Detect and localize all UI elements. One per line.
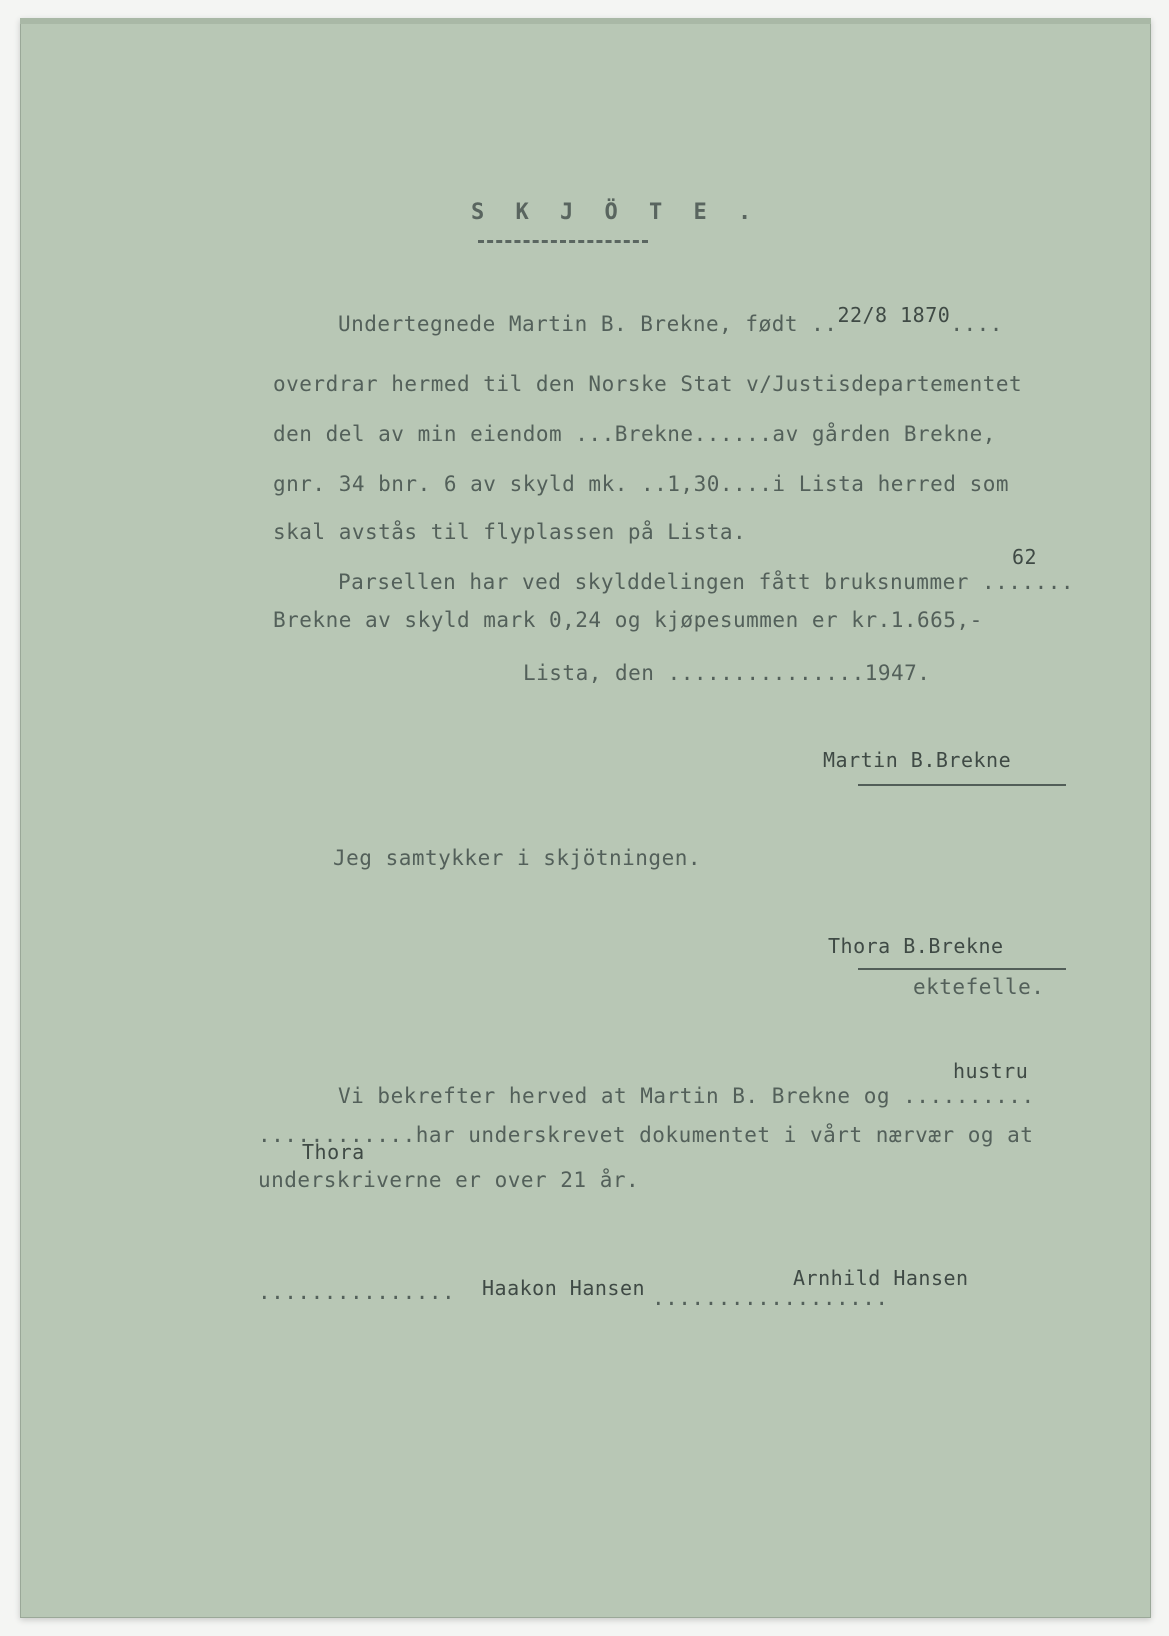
place-date: Lista, den ...............1947. <box>523 661 931 685</box>
witness-line2: ............har underskrevet dokumentet i vårt nærvær og at <box>258 1123 1034 1147</box>
thora-fill: Thora <box>302 1140 365 1164</box>
para1-line1 <box>338 303 1003 336</box>
witness-line1: Vi bekrefter herved at Martin B. Brekne og .......... <box>338 1084 1035 1108</box>
title-underline <box>478 240 648 243</box>
para1-line3: den del av min eiendom ...Brekne......av gården Brekne, <box>273 422 996 446</box>
para1-line4: gnr. 34 bnr. 6 av skyld mk. ..1,30....i Lista herred som <box>273 472 1010 496</box>
para1-line2: overdrar hermed til den Norske Stat v/Justisdepartementet <box>273 372 1023 396</box>
hustru-fill: hustru <box>953 1059 1029 1083</box>
para1-line1-text: Undertegnede Martin B. Brekne, født .. <box>338 312 838 336</box>
seller-signature-line <box>858 784 1066 786</box>
birth-date-fill: 22/8 1870 <box>837 303 951 327</box>
spouse-signature-line <box>858 968 1066 970</box>
seller-signature: Martin B.Brekne <box>823 748 1012 772</box>
document-title: S K J Ö T E . <box>471 200 761 225</box>
document-sheet <box>20 18 1151 1618</box>
spouse-signature: Thora B.Brekne <box>828 934 1004 958</box>
witness-dots-right: .................. <box>652 1286 889 1310</box>
spouse-role: ektefelle. <box>913 975 1045 999</box>
witness-signature-first: Haakon Hansen <box>482 1276 646 1300</box>
witness-dots-left: ............... <box>258 1280 456 1304</box>
para2-line1: Parsellen har ved skylddelingen fått bruksnummer ....... <box>338 570 1075 594</box>
witness-signature-second: Arnhild Hansen <box>793 1266 969 1290</box>
para1-line1-dots: .... <box>950 312 1003 336</box>
para1-line5: skal avstås til flyplassen på Lista. <box>273 520 747 544</box>
bruksnummer-fill: 62 <box>1012 545 1038 569</box>
para2-line2: Brekne av skyld mark 0,24 og kjøpesummen er kr.1.665,- <box>273 608 983 632</box>
witness-line3: underskriverne er over 21 år. <box>258 1168 640 1192</box>
consent-statement: Jeg samtykker i skjötningen. <box>333 846 702 870</box>
